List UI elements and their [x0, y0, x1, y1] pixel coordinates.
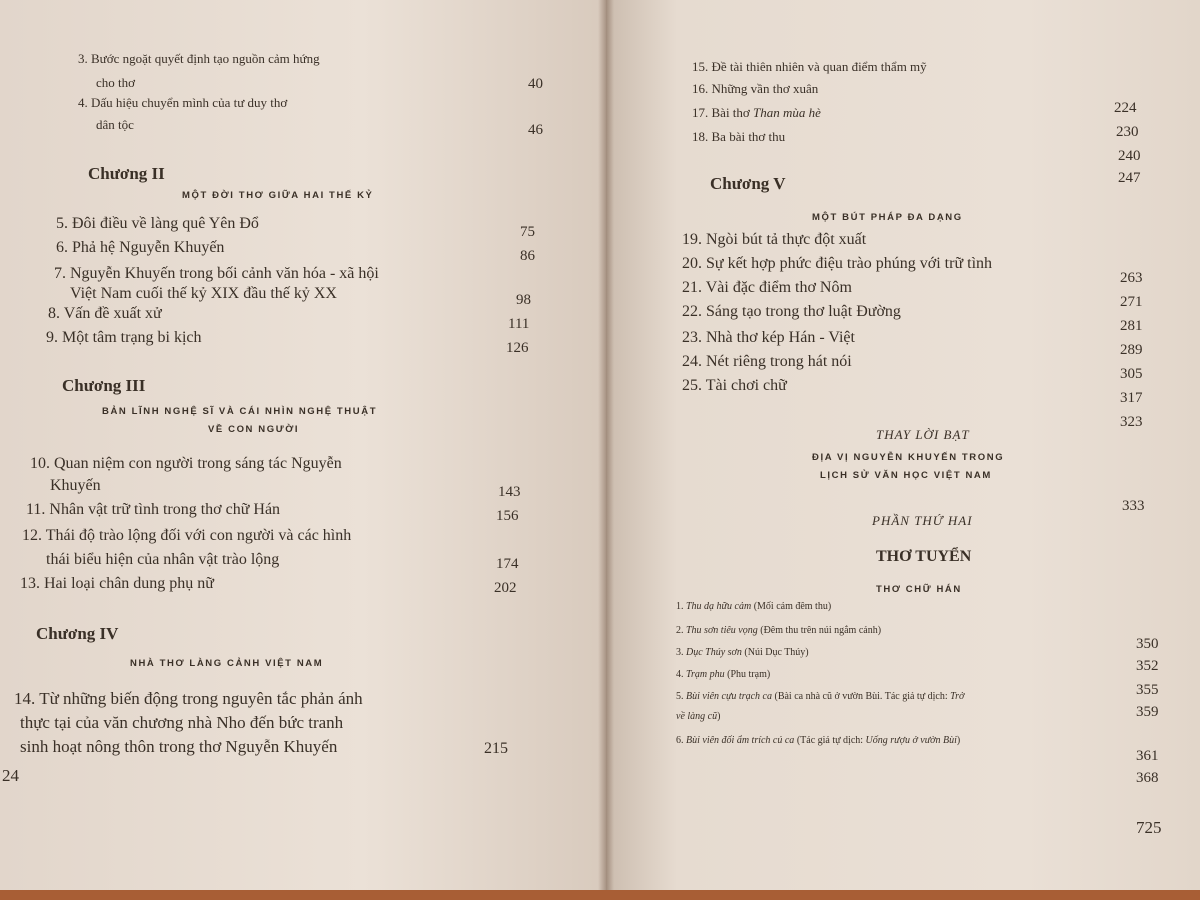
entry-title-cont: Việt Nam cuối thế kỷ XIX đầu thế kỷ XX — [70, 285, 337, 302]
page-number-ref: 240 — [1118, 148, 1141, 164]
poem-4 — [676, 670, 770, 680]
page-number-ref: 156 — [496, 508, 519, 524]
chapter-3-title: BẢN LĨNH NGHỆ SĨ VÀ CÁI NHÌN NGHỆ THUẬT — [102, 406, 378, 417]
table-edge — [0, 890, 1200, 900]
entry-title: Thái độ trào lộng đối với con người và các hình — [45, 527, 352, 544]
toc-entry-14 — [14, 690, 363, 707]
page-number-ref: 224 — [1114, 100, 1137, 116]
poem-title: Thu sơn tiêu vọng — [686, 625, 758, 636]
page-number-ref: 333 — [1122, 498, 1145, 514]
part-two-label: PHẦN THỨ HAI — [872, 513, 973, 528]
entry-number: 4. — [78, 95, 88, 110]
entry-number: 11. — [26, 501, 46, 518]
toc-entry-23 — [682, 330, 855, 346]
page-number-ref: 263 — [1120, 270, 1143, 286]
chapter-3-title-cont: VỀ CON NGƯỜI — [208, 424, 300, 435]
page-number-ref: 323 — [1120, 414, 1143, 430]
entry-number: 8. — [48, 305, 60, 322]
entry-title-italic: Than mùa hè — [753, 105, 821, 120]
entry-number: 24. — [682, 353, 702, 370]
left-page-number: 24 — [2, 766, 19, 785]
entry-title: Vài đặc điểm thơ Nôm — [705, 279, 852, 296]
page-number-ref: 359 — [1136, 704, 1159, 720]
page-number-ref: 289 — [1120, 342, 1143, 358]
poem-title: Thu dạ hữu cảm — [686, 601, 752, 612]
toc-entry-16 — [692, 82, 818, 95]
entry-title: Ngòi bút tả thực đột xuất — [706, 231, 867, 248]
toc-entry-13 — [20, 576, 214, 592]
entry-title-cont: sinh hoạt nông thôn trong thơ Nguyễn Khuyến — [20, 737, 338, 756]
page-number-ref: 247 — [1118, 170, 1141, 186]
page-number-ref: 350 — [1136, 636, 1159, 652]
poem-note-italic: Trở — [950, 691, 965, 702]
afterword-title-cont: LỊCH SỬ VĂN HỌC VIỆT NAM — [820, 470, 992, 481]
toc-entry-9 — [46, 330, 202, 346]
toc-entry-8 — [48, 306, 162, 322]
toc-entry-3 — [78, 52, 320, 65]
poem-note-italic: Uống rượu ở vườn Bùi — [865, 735, 957, 746]
entry-title: Đôi điều về làng quê Yên Đổ — [72, 215, 259, 232]
page-number-ref: 355 — [1136, 682, 1159, 698]
chapter-2-label: Chương II — [88, 164, 165, 183]
page-number-ref: 230 — [1116, 124, 1139, 140]
poem-2 — [676, 626, 881, 636]
poem-note: (Bài ca nhà cũ ở vườn Bùi. Tác giả tự dịch: — [771, 691, 951, 702]
poem-number: 6. — [676, 735, 684, 746]
afterword-title: ĐỊA VỊ NGUYỄN KHUYẾN TRONG — [812, 452, 1005, 463]
entry-title: Bài thơ — [711, 105, 754, 120]
page-number-ref: 215 — [484, 740, 508, 757]
page-number-ref: 317 — [1120, 390, 1143, 406]
page-number-ref: 111 — [508, 316, 530, 332]
page-number-ref: 126 — [506, 340, 529, 356]
entry-title-cont: thực tại của văn chương nhà Nho đến bức tranh — [20, 713, 344, 732]
entry-title: Những vần thơ xuân — [711, 81, 819, 96]
poem-3 — [676, 648, 809, 658]
poem-title: Trạm phu — [686, 669, 725, 680]
page-number-ref: 271 — [1120, 294, 1143, 310]
page-number-ref: 202 — [494, 580, 517, 596]
chapter-5-label: Chương V — [710, 174, 786, 193]
toc-entry-20 — [682, 256, 992, 272]
poem-6 — [676, 736, 960, 746]
entry-number: 9. — [46, 329, 58, 346]
poem-title: Dục Thúy sơn — [686, 647, 742, 658]
toc-entry-22 — [682, 304, 901, 320]
chapter-5-title: MỘT BÚT PHÁP ĐA DẠNG — [812, 212, 963, 223]
poem-5-cont — [676, 712, 720, 722]
entry-number: 3. — [78, 51, 88, 66]
entry-number: 7. — [54, 265, 66, 282]
toc-entry-18 — [692, 130, 785, 143]
poem-number: 1. — [676, 601, 684, 612]
toc-entry-15 — [692, 60, 927, 73]
toc-entry-21 — [682, 280, 852, 296]
chapter-3-label: Chương III — [62, 376, 146, 395]
toc-entry-11 — [26, 502, 280, 518]
page-number-ref: 40 — [528, 76, 543, 92]
toc-entry-5 — [56, 216, 259, 232]
chapter-4-title: NHÀ THƠ LÀNG CẢNH VIỆT NAM — [130, 658, 324, 669]
entry-title: Dấu hiệu chuyển mình của tư duy thơ — [91, 95, 288, 110]
entry-title-cont: thái biểu hiện của nhân vật trào lộng — [46, 551, 280, 568]
entry-title: Từ những biến động trong nguyên tắc phản ánh — [39, 689, 363, 708]
page-number-ref: 368 — [1136, 770, 1159, 786]
book-gutter — [598, 0, 614, 900]
entry-number: 15. — [692, 59, 709, 74]
entry-title: Hai loại chân dung phụ nữ — [44, 575, 214, 592]
entry-title-cont: Khuyến — [50, 477, 101, 494]
poem-note: (Mối cảm đêm thu) — [751, 601, 832, 612]
page-number-ref: 75 — [520, 224, 535, 240]
page-number-ref: 143 — [498, 484, 521, 500]
entry-title-cont: dân tộc — [96, 117, 134, 132]
toc-entry-6 — [56, 240, 224, 256]
poem-number: 3. — [676, 647, 684, 658]
page-number-ref: 352 — [1136, 658, 1159, 674]
poem-number: 4. — [676, 669, 684, 680]
poem-number: 2. — [676, 625, 684, 636]
entry-title: Phả hệ Nguyễn Khuyến — [72, 239, 225, 256]
entry-number: 10. — [30, 455, 50, 472]
entry-number: 20. — [682, 255, 702, 272]
page-number-ref: 46 — [528, 122, 543, 138]
toc-entry-19 — [682, 232, 866, 248]
toc-entry-7 — [54, 266, 379, 282]
poem-1 — [676, 602, 831, 612]
chapter-2-title: MỘT ĐỜI THƠ GIỮA HAI THẾ KỶ — [182, 190, 374, 201]
entry-number: 22. — [682, 303, 702, 320]
entry-title: Bước ngoặt quyết định tạo nguồn cảm hứng — [91, 51, 320, 66]
entry-title: Một tâm trạng bi kịch — [62, 329, 202, 346]
entry-title: Tài chơi chữ — [705, 377, 787, 394]
toc-entry-4 — [78, 96, 287, 109]
page-number-ref: 174 — [496, 556, 519, 572]
entry-number: 5. — [56, 215, 68, 232]
poem-5 — [676, 692, 964, 702]
entry-number: 6. — [56, 239, 68, 256]
entry-title: Sáng tạo trong thơ luật Đường — [706, 303, 901, 320]
entry-number: 12. — [22, 527, 42, 544]
toc-entry-25 — [682, 378, 787, 394]
poem-note: (Núi Dục Thúy) — [741, 647, 809, 658]
entry-number: 25. — [682, 377, 702, 394]
han-poems-heading: THƠ CHỮ HÁN — [876, 584, 962, 595]
entry-number: 23. — [682, 329, 702, 346]
entry-number: 16. — [692, 81, 709, 96]
right-page-number: 725 — [1136, 818, 1162, 837]
page-number-ref: 361 — [1136, 748, 1159, 764]
entry-number: 17. — [692, 105, 709, 120]
poem-note: ) — [717, 711, 721, 722]
afterword-label: THAY LỜI BẠT — [876, 427, 970, 442]
poem-note: (Đêm thu trên núi ngắm cảnh) — [757, 625, 882, 636]
entry-title: Nét riêng trong hát nói — [706, 353, 852, 370]
poem-note: (Tác giả tự dịch: — [794, 735, 866, 746]
entry-number: 21. — [682, 279, 702, 296]
entry-title: Nhân vật trữ tình trong thơ chữ Hán — [49, 501, 281, 518]
poem-title: Bùi viên đối ẩm trích cú ca — [686, 735, 795, 746]
entry-title: Ba bài thơ thu — [711, 129, 786, 144]
entry-number: 13. — [20, 575, 40, 592]
anthology-title: THƠ TUYỂN — [876, 548, 972, 565]
entry-title-cont: cho thơ — [96, 75, 136, 90]
toc-entry-24 — [682, 354, 852, 370]
entry-title: Quan niệm con người trong sáng tác Nguyễn — [54, 455, 342, 472]
right-page — [606, 0, 1200, 900]
poem-title: Bùi viên cựu trạch ca — [686, 691, 772, 702]
page-number-ref: 281 — [1120, 318, 1143, 334]
page-number-ref: 98 — [516, 292, 531, 308]
entry-title: Sự kết hợp phức điệu trào phúng với trữ tình — [706, 255, 993, 272]
toc-entry-17 — [692, 106, 821, 119]
page-number-ref: 86 — [520, 248, 535, 264]
page-number-ref: 305 — [1120, 366, 1143, 382]
entry-number: 18. — [692, 129, 709, 144]
toc-entry-10 — [30, 456, 342, 472]
entry-title: Vấn đề xuất xử — [63, 305, 162, 322]
entry-number: 14. — [14, 689, 36, 708]
entry-title: Nhà thơ kép Hán - Việt — [706, 329, 855, 346]
entry-title: Đề tài thiên nhiên và quan điểm thẩm mỹ — [711, 59, 927, 74]
toc-entry-12 — [22, 528, 351, 544]
chapter-4-label: Chương IV — [36, 624, 119, 643]
entry-title: Nguyễn Khuyến trong bối cảnh văn hóa - xã hội — [70, 265, 379, 282]
poem-note-italic: về làng cũ — [676, 711, 718, 722]
entry-number: 19. — [682, 231, 702, 248]
poem-number: 5. — [676, 691, 684, 702]
poem-note: ) — [956, 735, 961, 746]
poem-note: (Phu trạm) — [724, 669, 771, 680]
